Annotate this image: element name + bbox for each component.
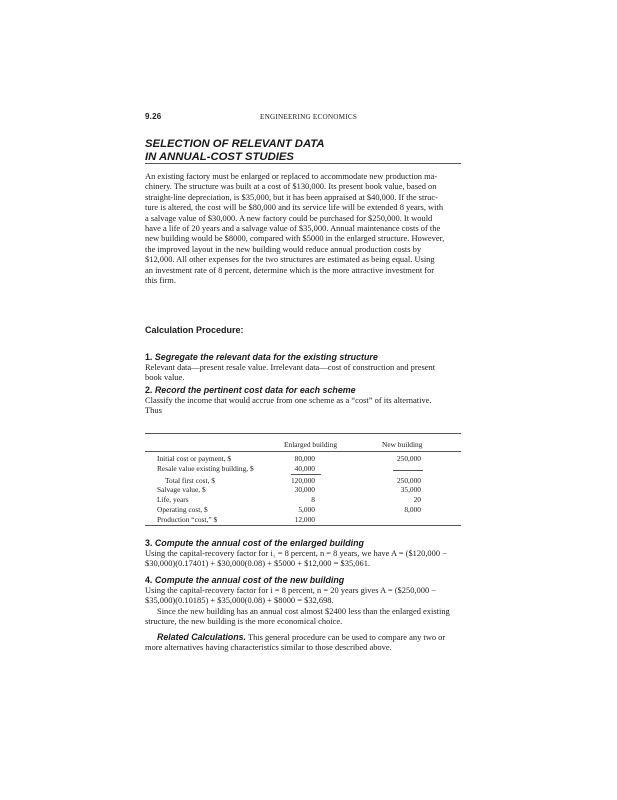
calculation-procedure-heading: Calculation Procedure:: [145, 325, 244, 335]
related-line: [145, 632, 461, 642]
problem-statement: [145, 171, 461, 285]
running-title: ENGINEERING ECONOMICS: [260, 113, 358, 121]
table-cell-enlarged: 5,000: [298, 505, 315, 514]
problem-line: straight-line depreciation, is $35,000, but it has been appraised at $40,000. If the struc-: [145, 191, 438, 202]
problem-line: $12,000. All other expenses for the two structures are estimated as being equal. Using: [145, 254, 435, 265]
table-cell-new: 8,000: [404, 505, 421, 514]
step-line: Since the new building has an annual cost almost $2400 less than the enlarged existing: [157, 605, 450, 616]
step-title: Compute the annual cost of the new building: [154, 575, 345, 585]
table-cell-enlarged: 12,000: [294, 515, 315, 524]
step-line: $30,000)(0.17401) + $30,000(0.08) + $5000 + $12,000 = $35,061.: [145, 558, 371, 569]
table-cell-enlarged: 30,000: [294, 485, 315, 494]
table-cell-new: 250,000: [396, 454, 421, 463]
step-3-body: [145, 548, 461, 569]
step-line: Using the capital-recovery factor for i = 8 percent, n = 20 years gives A = ($250,000 −: [145, 585, 437, 595]
table-top-rule: [145, 433, 461, 434]
cost-table: [145, 442, 461, 532]
section-title-line-1: SELECTION OF RELEVANT DATA: [145, 138, 325, 150]
step-number: 1.: [145, 352, 153, 362]
step-line: Classify the income that would accrue from one scheme as a “cost” of its alternative.: [145, 395, 432, 405]
step-number: 3.: [145, 538, 153, 548]
table-cell-enlarged: 120,000: [290, 476, 315, 485]
table-row-label: Life, years: [157, 495, 189, 504]
table-row-label: Operating cost, $: [157, 505, 208, 514]
related-line: more alternatives having characteristics similar to those described above.: [145, 642, 392, 653]
table-header-rule: [145, 451, 461, 452]
problem-line: chinery. The structure was built at a cost of $130,000. Its present book value, based on: [145, 181, 437, 192]
step-3-heading: [145, 538, 461, 548]
problem-line: this firm.: [145, 275, 176, 286]
step-1-body: [145, 362, 461, 383]
table-row-label: Resale value existing building, $: [157, 464, 254, 473]
table-bottom-rule: [145, 525, 461, 526]
related-title: Related Calculations.: [157, 632, 246, 642]
step-line: Relevant data—present resale value. Irrelevant data—cost of construction and present: [145, 362, 436, 372]
table-cell-enlarged: 40,000: [294, 464, 315, 473]
table-row-label: Salvage value, $: [157, 485, 206, 494]
problem-line: have a life of 20 years and a salvage value of $35,000. Annual maintenance costs of the: [145, 223, 441, 234]
section-title: [145, 138, 465, 163]
step-2-heading: [145, 385, 461, 395]
step-line: structure, the new building is the more economical choice.: [145, 616, 343, 627]
step-line: Using the capital-recovery factor for i₁ = 8 percent, n = 8 years, we have A = ($120,000 −: [145, 548, 447, 558]
related-calculations: [145, 632, 461, 653]
table-row-label: Production “cost,” $: [157, 515, 218, 524]
section-title-line-2: IN ANNUAL-COST STUDIES: [145, 150, 294, 163]
related-text: This general procedure can be used to compare any two or: [245, 632, 446, 642]
step-line: book value.: [145, 372, 185, 383]
running-header: [145, 112, 467, 124]
problem-line: new building would be $8000, compared with $5000 in the enlarged structure. However,: [145, 233, 445, 244]
step-title: Record the pertinent cost data for each scheme: [154, 385, 356, 395]
column-header-enlarged: Enlarged building: [284, 440, 338, 449]
table-cell-enlarged: 80,000: [294, 454, 315, 463]
problem-line: the improved layout in the new building would reduce annual production costs by: [145, 243, 422, 254]
step-line: $35,000)(0.10185) + $35,000(0.08) + $8000 = $32,698.: [145, 595, 334, 606]
step-2-body: [145, 395, 461, 416]
table-cell-new: 250,000: [396, 476, 421, 485]
step-number: 2.: [145, 385, 153, 395]
page-number: 9.26: [145, 112, 162, 121]
problem-line: an investment rate of 8 percent, determine which is the more attractive investment for: [145, 264, 435, 275]
step-line: Thus: [145, 405, 162, 416]
step-1-heading: [145, 352, 461, 362]
problem-line: An existing factory must be enlarged or replaced to accommodate new production ma-: [145, 171, 438, 181]
step-title: Segregate the relevant data for the existing structure: [154, 352, 378, 362]
table-cell-new: 35,000: [400, 485, 421, 494]
column-header-new: New building: [382, 440, 423, 449]
table-row-label: Initial cost or payment, $: [157, 454, 232, 463]
step-title: Compute the annual cost of the enlarged building: [154, 538, 364, 548]
subtotal-rule-new: [393, 470, 423, 471]
problem-line: ture is altered, the cost will be $80,000 and its service life will be extended 8 years, with: [145, 202, 444, 213]
problem-line: a salvage value of $30,000. A new factory could be purchased for $250,000. It would: [145, 212, 433, 223]
table-row-label: Total first cost, $: [165, 476, 215, 485]
step-number: 4.: [145, 575, 153, 585]
table-cell-new: 20: [413, 495, 421, 504]
step-4-heading: [145, 575, 461, 585]
step-4-body: [145, 585, 461, 627]
section-rule: [145, 163, 461, 164]
subtotal-rule-enlarged: [291, 474, 321, 475]
table-cell-enlarged: 8: [311, 495, 315, 504]
